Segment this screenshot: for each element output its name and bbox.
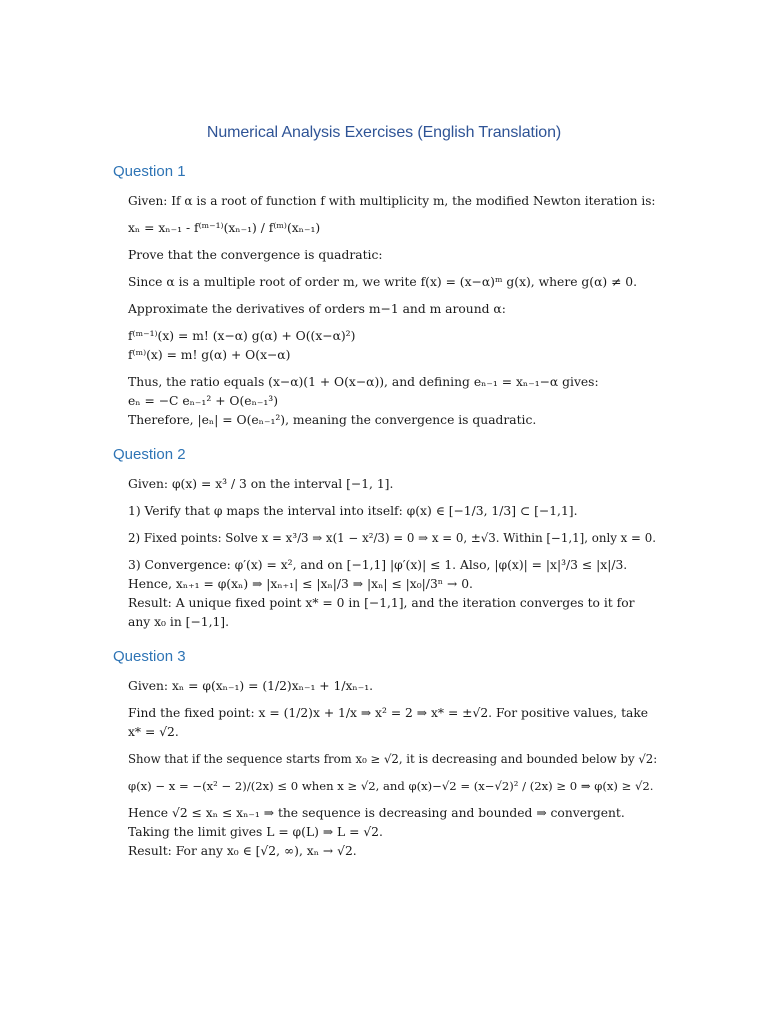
q2-result: Result: A unique fixed point x* = 0 in [−1,1], and the iteration converges to it for any x₀ in [−1,1]. xyxy=(128,596,635,629)
q3-fixed-point: Find the fixed point: x = (1/2)x + 1/x ⇒ x² = 2 ⇒ x* = ±√2. For positive values, take x* = √2. xyxy=(128,706,649,739)
q1-prove-statement: Prove that the convergence is quadratic: xyxy=(128,248,383,262)
q1-ratio: Thus, the ratio equals (x−α)(1 + O(x−α)), and defining eₙ₋₁ = xₙ₋₁−α gives: xyxy=(128,375,599,389)
q1-derivative-m: f⁽ᵐ⁾(x) = m! g(α) + O(x−α) xyxy=(128,348,291,362)
q3-inequality: φ(x) − x = −(x² − 2)/(2x) ≤ 0 when x ≥ √2, and φ(x)−√2 = (x−√2)² / (2x) ≥ 0 ⇒ φ(x) ≥ √2. xyxy=(128,779,654,793)
q2-step-3: 3) Convergence: φ′(x) = x², and on [−1,1] |φ′(x)| ≤ 1. Also, |φ(x)| = |x|³/3 ≤ |x|/3. xyxy=(128,558,628,572)
q2-step-1: 1) Verify that φ maps the interval into itself: φ(x) ∈ [−1/3, 1/3] ⊂ [−1,1]. xyxy=(128,504,578,518)
q1-derivative-m-minus-1: f⁽ᵐ⁻¹⁾(x) = m! (x−α) g(α) + O((x−α)²) xyxy=(128,329,356,343)
question-2-heading: Question 2 xyxy=(113,446,186,463)
question-3-heading: Question 3 xyxy=(113,648,186,665)
q1-approximate: Approximate the derivatives of orders m−1 and m around α: xyxy=(128,302,506,316)
q3-limit: Taking the limit gives L = φ(L) ⇒ L = √2. xyxy=(128,825,383,839)
q1-error-relation: eₙ = −C eₙ₋₁² + O(eₙ₋₁³) xyxy=(128,394,279,408)
q1-conclusion: Therefore, |eₙ| = O(eₙ₋₁²), meaning the convergence is quadratic. xyxy=(128,413,537,427)
q2-step-2: 2) Fixed points: Solve x = x³/3 ⇒ x(1 − x²/3) = 0 ⇒ x = 0, ±√3. Within [−1,1], only x = 0. xyxy=(128,531,656,545)
q2-given: Given: φ(x) = x³ / 3 on the interval [−1, 1]. xyxy=(128,477,394,491)
document-title: Numerical Analysis Exercises (English Translation) xyxy=(206,124,562,141)
question-1-heading: Question 1 xyxy=(113,163,186,180)
q3-result: Result: For any x₀ ∈ [√2, ∞), xₙ → √2. xyxy=(128,844,357,858)
q1-iteration-formula: xₙ = xₙ₋₁ - f⁽ᵐ⁻¹⁾(xₙ₋₁) / f⁽ᵐ⁾(xₙ₋₁) xyxy=(128,221,321,235)
q3-hence: Hence √2 ≤ xₙ ≤ xₙ₋₁ ⇒ the sequence is decreasing and bounded ⇒ convergent. xyxy=(128,806,625,820)
q3-given: Given: xₙ = φ(xₙ₋₁) = (1/2)xₙ₋₁ + 1/xₙ₋₁. xyxy=(128,679,374,693)
q3-show-statement: Show that if the sequence starts from x₀ ≥ √2, it is decreasing and bounded below by √2: xyxy=(128,752,658,766)
q2-hence: Hence, xₙ₊₁ = φ(xₙ) ⇒ |xₙ₊₁| ≤ |xₙ|/3 ⇒ |xₙ| ≤ |x₀|/3ⁿ → 0. xyxy=(128,577,473,591)
q1-since: Since α is a multiple root of order m, we write f(x) = (x−α)ᵐ g(x), where g(α) ≠ 0. xyxy=(128,275,638,289)
q1-given: Given: If α is a root of function f with multiplicity m, the modified Newton iteration is: xyxy=(128,194,656,208)
